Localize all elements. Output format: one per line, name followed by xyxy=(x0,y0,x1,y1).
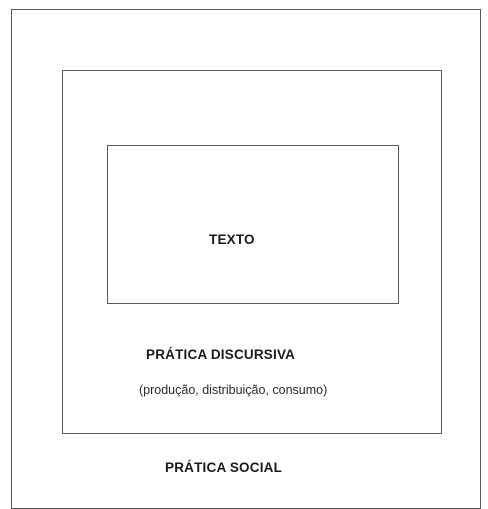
texto-box xyxy=(107,145,399,304)
pratica-discursiva-subtitle: (produção, distribuição, consumo) xyxy=(139,383,328,397)
pratica-social-label: PRÁTICA SOCIAL xyxy=(165,460,283,475)
texto-label: TEXTO xyxy=(209,232,255,247)
pratica-discursiva-label: PRÁTICA DISCURSIVA xyxy=(146,347,296,362)
